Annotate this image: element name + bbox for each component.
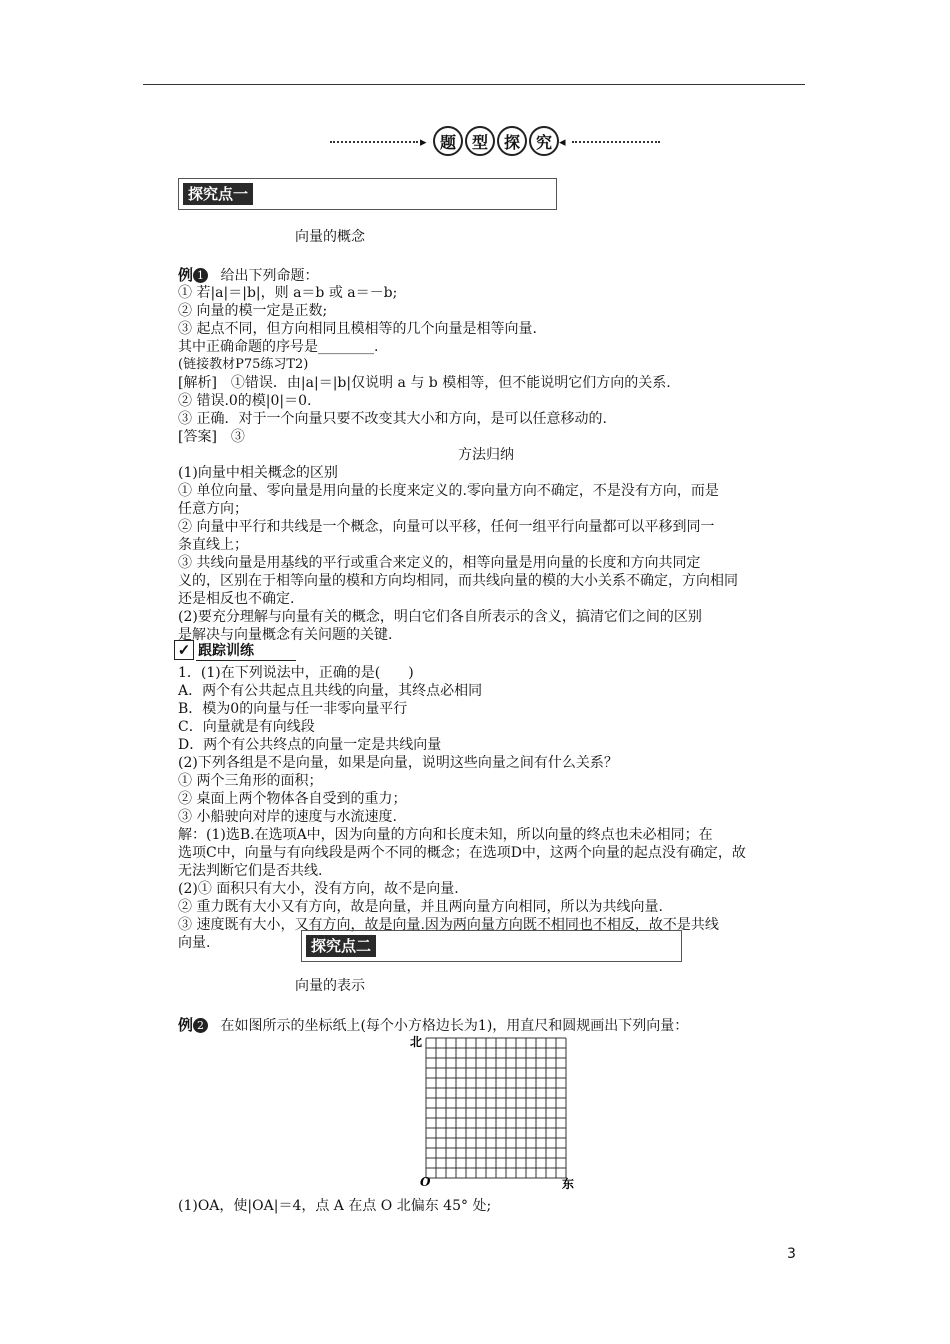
text-line: ② 向量的模一定是正数; [178,303,328,319]
banner-char: 究 [529,126,559,156]
text-line: (1)向量中相关概念的区别 [178,465,338,481]
text-line: ① 单位向量、零向量是用向量的长度来定义的.零向量方向不确定，不是没有方向，而是 [178,483,719,499]
text-line: ② 重力既有大小又有方向，故是向量，并且两向量方向相同，所以为共线向量. [178,899,663,915]
banner-dots-right [572,141,660,143]
example-number-icon: 2 [193,1018,208,1033]
training-underline [196,660,296,661]
banner-char: 探 [497,126,527,156]
banner-dots-left [330,141,418,143]
text-line: ③ 速度既有大小，又有方向，故是向量.因为两向量方向既不相同也不相反，故不是共线 [178,917,719,933]
text-line: [答案] ③ [178,429,245,445]
text-line: 其中正确命题的序号是________. [178,339,379,355]
section-box-1 [178,178,557,210]
page-number: 3 [787,1246,796,1262]
section-tag: 探究点二 [306,935,376,957]
text-line: B．模为0的向量与任一非零向量平行 [178,701,408,717]
text-line: ① 两个三角形的面积； [178,773,323,789]
text-line: ③ 共线向量是用基线的平行或重合来定义的，相等向量是用向量的长度和方向共同定 [178,555,701,571]
banner-arrow-right-icon: ▸ [420,135,427,150]
north-label: 北 [410,1035,423,1049]
text-line: (2)要充分理解与向量有关的概念，明白它们各自所表示的含义，搞清它们之间的区别 [178,609,702,625]
section-title: 向量的表示 [295,978,365,994]
text-line: 选项C中，向量与有向线段是两个不同的概念；在选项D中，这两个向量的起点没有确定，故 [178,845,746,861]
coordinate-grid [410,1035,584,1191]
example-number-icon: 1 [193,268,208,283]
text-line: 是解决与向量概念有关问题的关键. [178,627,393,643]
method-title: 方法归纳 [458,447,514,463]
text-line: (1)OA，使|OA|＝4，点 A 在点 O 北偏东 45° 处; [178,1198,492,1214]
text-line: D．两个有公共终点的向量一定是共线向量 [178,737,442,753]
text-line: ③ 正确．对于一个向量只要不改变其大小和方向，是可以任意移动的. [178,411,607,427]
section-box-2 [301,930,682,962]
text-line: (2)① 面积只有大小，没有方向，故不是向量. [178,881,459,897]
text-line: (2)下列各组是不是向量，如果是向量，说明这些向量之间有什么关系？ [178,755,618,771]
text-line: [解析] ①错误．由|a|＝|b|仅说明 a 与 b 模相等，但不能说明它们方向的关系. [178,375,671,391]
banner-arrow-left-icon: ◂ [559,135,566,150]
section-tag: 探究点一 [183,183,253,205]
text-line: (链接教材P75练习T2) [178,357,309,372]
text-line: 解：(1)选B.在选项A中，因为向量的方向和长度未知，所以向量的终点也未必相同；在 [178,827,713,843]
text-line: 向量. [178,935,211,951]
text-line: A．两个有公共起点且共线的向量，其终点必相同 [178,683,483,699]
section-banner [330,126,660,158]
banner-char: 型 [465,126,495,156]
header-rule [143,84,805,85]
example-header: 例 2 在如图所示的坐标纸上(每个小方格边长为1)，用直尺和圆规画出下列向量： [178,1016,689,1034]
text-line: 还是相反也不确定. [178,591,295,607]
text-line: ③ 小船驶向对岸的速度与水流速度. [178,809,397,825]
text-line: ① 若|a|＝|b|，则 a＝b 或 a＝－b; [178,285,398,301]
text-line: C．向量就是有向线段 [178,719,315,735]
east-label: 东 [562,1177,575,1191]
example-header: 例 1 给出下列命题： [178,266,319,284]
text-line: 1．(1)在下列说法中，正确的是( ) [178,665,414,681]
checkmark-icon: ✓ [174,640,194,660]
text-line: 义的，区别在于相等向量的模和方向均相同，而共线向量的模的大小关系不确定，方向相同 [178,573,738,589]
text-line: 无法判断它们是否共线. [178,863,323,879]
section-title: 向量的概念 [295,229,365,245]
text-line: 条直线上； [178,537,248,553]
text-line: ② 桌面上两个物体各自受到的重力； [178,791,407,807]
text-line: ② 向量中平行和共线是一个概念，向量可以平移，任何一组平行向量都可以平移到同一 [178,519,715,535]
origin-label: O [420,1175,431,1189]
training-header [174,640,254,660]
text-line: 任意方向； [178,501,248,517]
banner-char: 题 [433,126,463,156]
text-line: ② 错误.0的模|0|＝0. [178,393,312,409]
text-line: ③ 起点不同，但方向相同且模相等的几个向量是相等向量. [178,321,537,337]
training-title: 跟踪训练 [198,643,254,659]
